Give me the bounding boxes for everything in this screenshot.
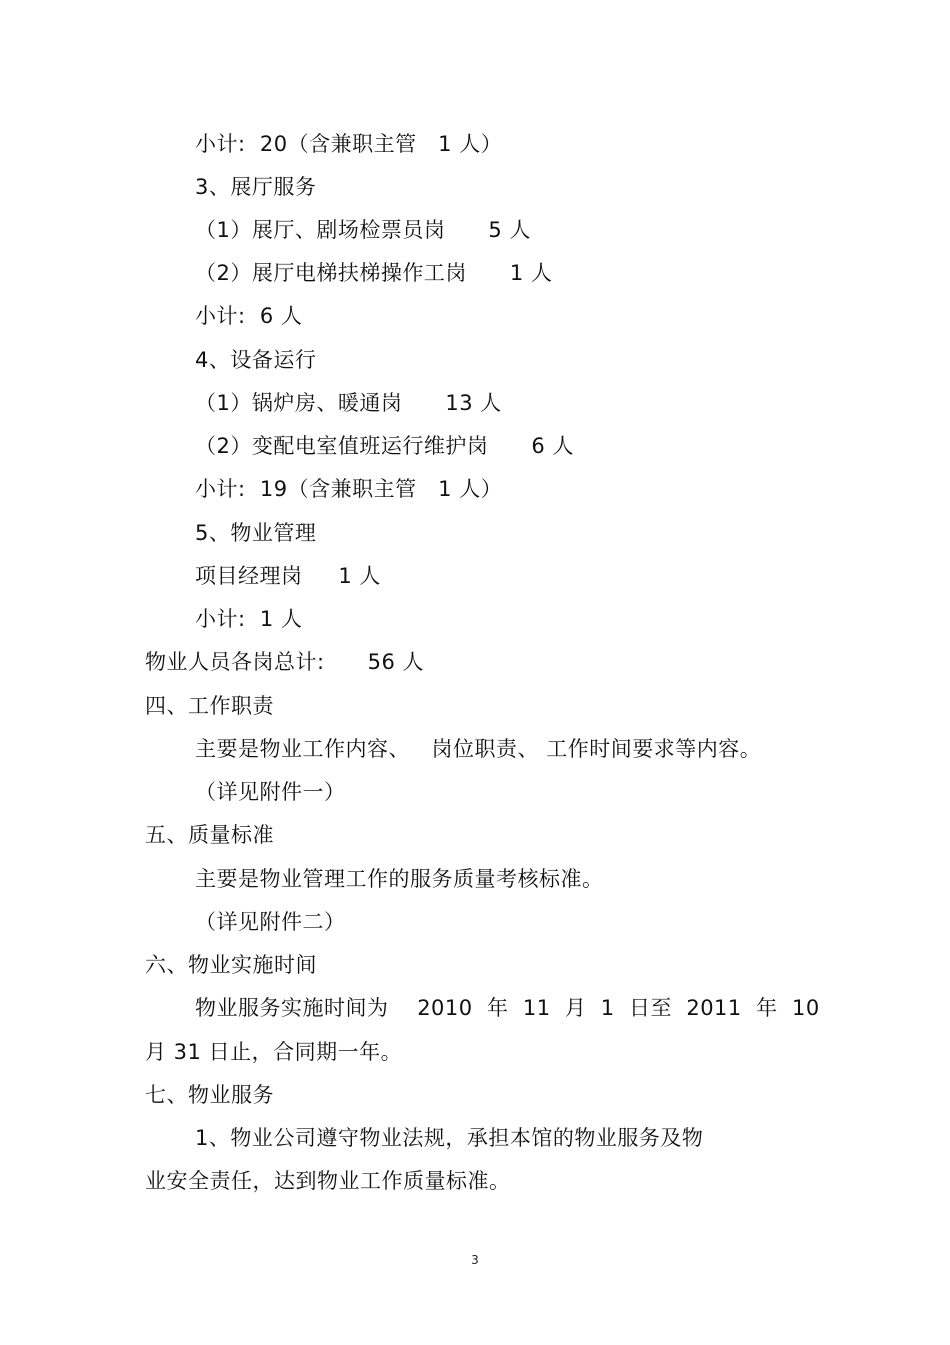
paragraph-service-2: 业安全责任，达到物业工作质量标准。	[145, 1169, 511, 1193]
chapter-heading-5: 五、质量标准	[145, 823, 274, 847]
subtotal-line-3: 小计: 19（含兼职主管 1 人）	[195, 477, 503, 501]
attachment-ref-2: （详见附件二）	[195, 910, 346, 934]
subtotal-line-4: 小计: 1 人	[195, 607, 303, 631]
chapter-heading-7: 七、物业服务	[145, 1083, 274, 1107]
section-heading-exhibition-service: 3、展厅服务	[195, 175, 317, 199]
grand-total-line: 物业人员各岗总计: 56 人	[145, 650, 425, 674]
item-substation-duty: （2）变配电室值班运行维护岗 6 人	[195, 434, 574, 458]
paragraph-quality: 主要是物业管理工作的服务质量考核标准。	[195, 867, 604, 891]
attachment-ref-1: （详见附件一）	[195, 780, 346, 804]
item-ticket-inspector: （1）展厅、剧场检票员岗 5 人	[195, 218, 531, 242]
chapter-heading-4: 四、工作职责	[145, 694, 274, 718]
chapter-heading-6: 六、物业实施时间	[145, 953, 317, 977]
item-boiler-hvac: （1）锅炉房、暖通岗 13 人	[195, 391, 502, 415]
paragraph-period-2: 月 31 日止，合同期一年。	[145, 1040, 403, 1064]
section-heading-property-management: 5、物业管理	[195, 521, 317, 545]
item-project-manager: 项目经理岗 1 人	[195, 564, 381, 588]
subtotal-line-1: 小计: 20（含兼职主管 1 人）	[195, 132, 503, 156]
item-elevator-operator: （2）展厅电梯扶梯操作工岗 1 人	[195, 261, 553, 285]
paragraph-service-1: 1、物业公司遵守物业法规，承担本馆的物业服务及物	[195, 1126, 704, 1150]
paragraph-duties: 主要是物业工作内容、 岗位职责、 工作时间要求等内容。	[195, 737, 762, 761]
page-number: 3	[471, 1253, 479, 1267]
section-heading-equipment-operation: 4、设备运行	[195, 348, 317, 372]
paragraph-period-1: 物业服务实施时间为 2010 年 11 月 1 日至 2011 年 10	[195, 996, 820, 1020]
subtotal-line-2: 小计: 6 人	[195, 304, 303, 328]
